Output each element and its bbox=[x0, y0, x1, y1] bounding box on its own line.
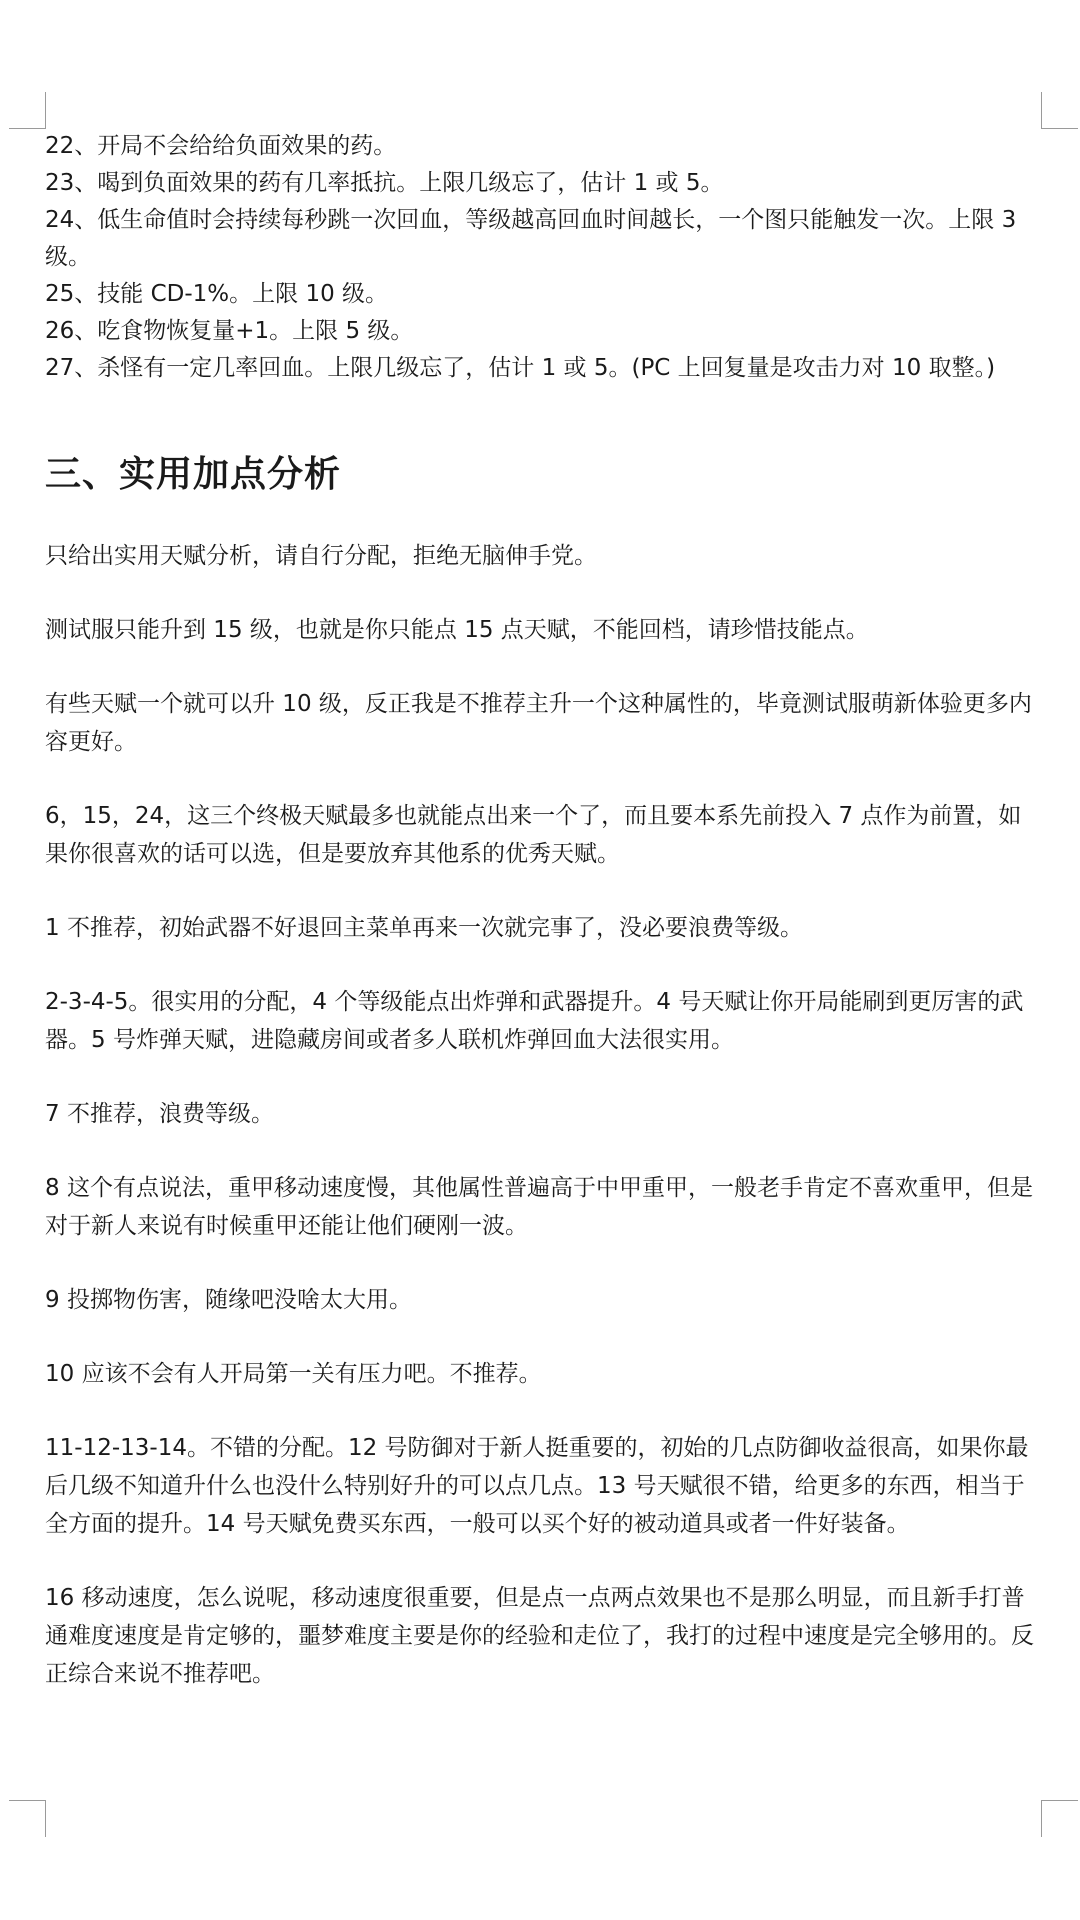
paragraph: 6，15，24，这三个终极天赋最多也就能点出来一个了，而且要本系先前投入 7 点作为前置，如果你很喜欢的话可以选，但是要放弃其他系的优秀天赋。 bbox=[45, 803, 1022, 867]
section-heading: 三、实用加点分析 bbox=[45, 454, 342, 495]
document-page bbox=[45, 128, 1041, 1729]
page-corner-mark-top-left bbox=[9, 92, 46, 129]
talent-item-24: 24、低生命值时会持续每秒跳一次回血，等级越高回血时间越长，一个图只能触发一次。上限 3 级。 bbox=[45, 207, 1017, 270]
page-corner-mark-bottom-right bbox=[1041, 1800, 1078, 1837]
page-corner-mark-top-right bbox=[1041, 92, 1078, 129]
analysis-body bbox=[45, 537, 1041, 1693]
talent-item-23: 23、喝到负面效果的药有几率抵抗。上限几级忘了，估计 1 或 5。 bbox=[45, 170, 724, 196]
paragraph: 8 这个有点说法，重甲移动速度慢，其他属性普遍高于中甲重甲，一般老手肯定不喜欢重甲，但是对于新人来说有时候重甲还能让他们硬刚一波。 bbox=[45, 1175, 1033, 1239]
talent-item-27: 27、杀怪有一定几率回血。上限几级忘了，估计 1 或 5。(PC 上回复量是攻击力对 10 取整。) bbox=[45, 355, 996, 381]
paragraph: 只给出实用天赋分析，请自行分配，拒绝无脑伸手党。 bbox=[45, 543, 597, 569]
talent-item-26: 26、吃食物恢复量+1。上限 5 级。 bbox=[45, 318, 414, 344]
paragraph: 7 不推荐，浪费等级。 bbox=[45, 1101, 274, 1127]
paragraph: 9 投掷物伤害，随缘吧没啥太大用。 bbox=[45, 1287, 412, 1313]
paragraph: 10 应该不会有人开局第一关有压力吧。不推荐。 bbox=[45, 1361, 542, 1387]
paragraph: 2-3-4-5。很实用的分配，4 个等级能点出炸弹和武器提升。4 号天赋让你开局能刷到更厉害的武器。5 号炸弹天赋，进隐藏房间或者多人联机炸弹回血大法很实用。 bbox=[45, 989, 1024, 1053]
page-corner-mark-bottom-left bbox=[9, 1800, 46, 1837]
paragraph: 有些天赋一个就可以升 10 级，反正我是不推荐主升一个这种属性的，毕竟测试服萌新体验更多内容更好。 bbox=[45, 691, 1032, 755]
paragraph: 1 不推荐，初始武器不好退回主菜单再来一次就完事了，没必要浪费等级。 bbox=[45, 915, 803, 941]
paragraph: 11-12-13-14。不错的分配。12 号防御对于新人挺重要的，初始的几点防御收益很高，如果你最后几级不知道升什么也没什么特别好升的可以点几点。13 号天赋很不错，给更多的东西，相当于全方面的提升。14 号天赋免费买东西，一般可以买个好的被动道具或者一件好装备。 bbox=[45, 1435, 1029, 1537]
paragraph: 测试服只能升到 15 级，也就是你只能点 15 点天赋，不能回档，请珍惜技能点。 bbox=[45, 617, 869, 643]
talent-list bbox=[45, 128, 1041, 387]
talent-item-22: 22、开局不会给给负面效果的药。 bbox=[45, 133, 397, 159]
paragraph: 16 移动速度，怎么说呢，移动速度很重要，但是点一点两点效果也不是那么明显，而且新手打普通难度速度是肯定够的，噩梦难度主要是你的经验和走位了，我打的过程中速度是完全够用的。反正综合来说不推荐吧。 bbox=[45, 1585, 1034, 1687]
talent-item-25: 25、技能 CD-1%。上限 10 级。 bbox=[45, 281, 389, 307]
